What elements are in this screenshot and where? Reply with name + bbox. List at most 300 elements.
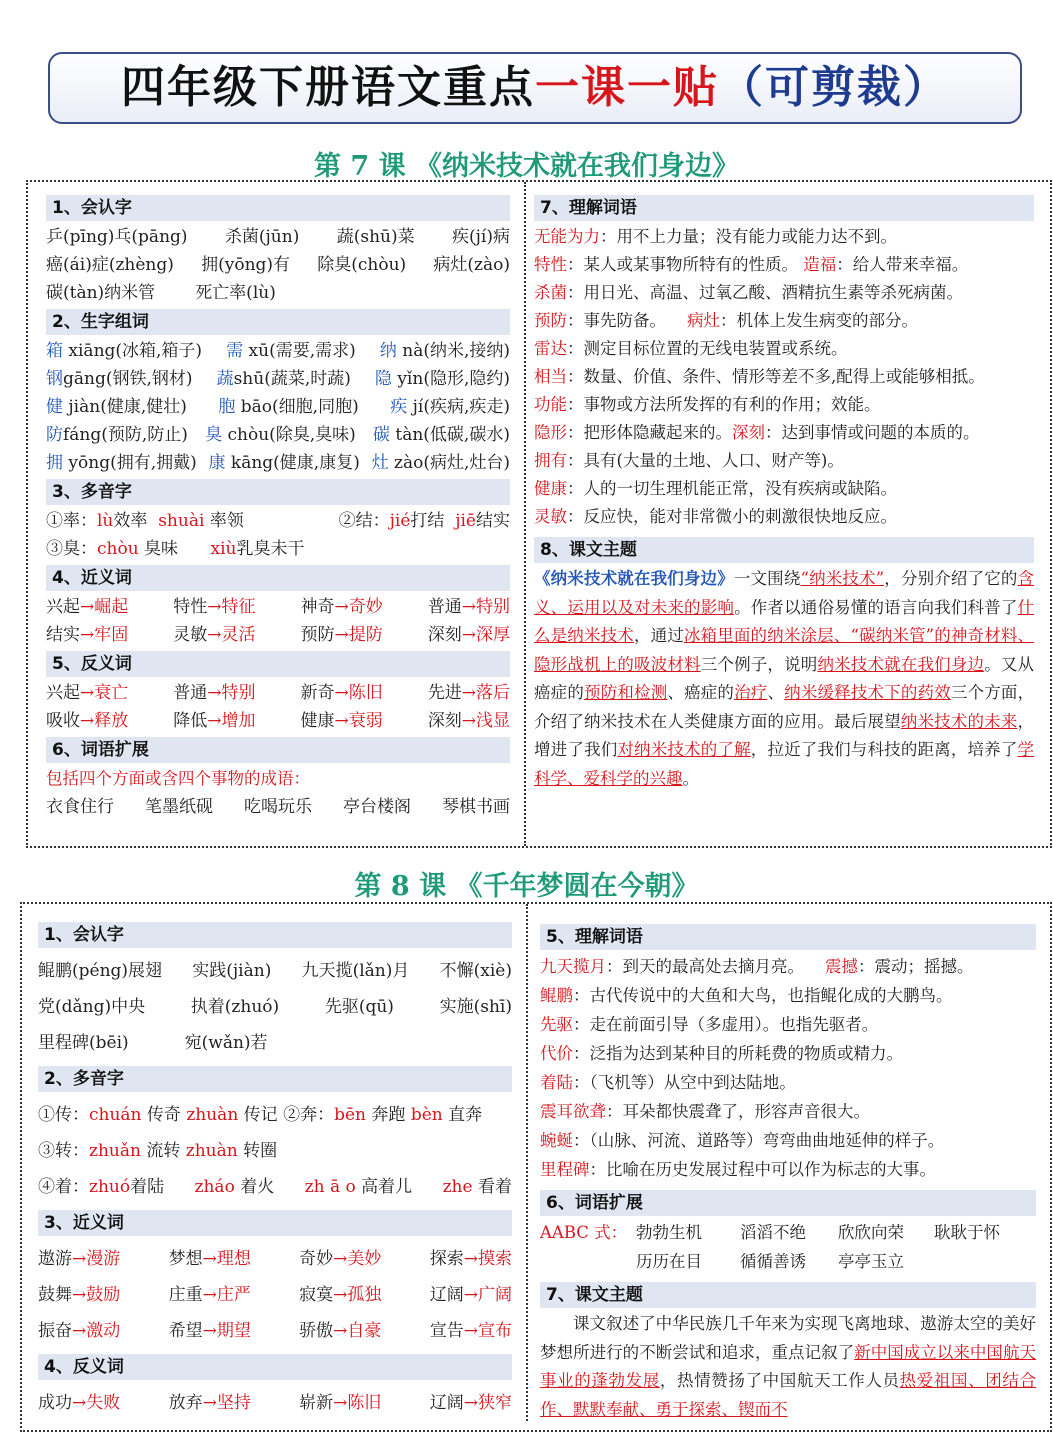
idiom-row (46, 793, 510, 821)
synonym: →自豪 (333, 1321, 382, 1341)
definition: ：（山脉、河流、道路等）弯弯曲曲地延伸的样子。 (573, 1131, 945, 1150)
pinyin: xiù (210, 539, 237, 559)
word: 结实 (46, 625, 80, 645)
theme-paragraph (540, 1310, 1036, 1424)
lesson-8-divider (526, 904, 528, 1421)
synonym-pair (169, 1241, 251, 1277)
synonym-pair (299, 1313, 381, 1349)
title-part-2: 一课一贴 (535, 62, 719, 113)
pinyin: bēn (334, 1105, 366, 1125)
char-item: 实践(jiàn) (192, 961, 272, 981)
key-phrase: 纳米技术就在我们身边 (817, 654, 985, 674)
antonym-pair (428, 679, 510, 707)
antonym: →坚持 (202, 1393, 251, 1413)
word: 吸收 (46, 711, 80, 731)
word: 奇妙 (299, 1249, 334, 1269)
word-group-words: chòu(除臭,臭味) (222, 425, 356, 445)
polyphone-char: ①率： (46, 511, 97, 531)
term: 先驱 (540, 1015, 573, 1034)
section-header: 5、理解词语 (540, 924, 1036, 950)
key-phrase: 治疗 (734, 683, 768, 702)
word-group-words: yǐn(隐形,隐约) (391, 369, 510, 389)
synonym-pair (38, 1241, 120, 1277)
section-header: 7、课文主题 (540, 1282, 1036, 1308)
text-run: ，分别介绍了它的 (884, 569, 1018, 588)
term: 特性 (534, 255, 567, 274)
title-part-1: 四年级下册语文重点 (121, 62, 535, 113)
word: 神奇 (300, 597, 335, 617)
antonym-pair (430, 1385, 512, 1421)
char-item: 实施(shī) (439, 997, 512, 1017)
synonym-pair (173, 593, 255, 621)
definition: ：具有(大量的土地、人口、财产等)。 (567, 451, 844, 470)
synonym-pair (46, 621, 128, 649)
polyphone-item (38, 1169, 164, 1205)
synonym-pair (301, 621, 383, 649)
text-run: ，增进了我们 (534, 711, 1035, 759)
word: 传奇 (141, 1105, 187, 1125)
antonym-pair (38, 1385, 120, 1421)
word-group-words: xiāng(冰箱,箱子) (63, 341, 203, 361)
synonym-pair (430, 1277, 512, 1313)
antonym: →陈旧 (333, 1393, 382, 1413)
word: 奔跑 (366, 1105, 411, 1125)
synonym-pair (301, 593, 383, 621)
text-run: ，拉近了我们与科技的距离，培养了 (750, 740, 1018, 759)
lesson-7-title: 第 7 课 《纳米技术就在我们身边》 (314, 151, 739, 182)
text-run: ，通过 (633, 626, 684, 645)
word-group (46, 337, 202, 365)
term: 无能为力 (534, 227, 600, 246)
word-group (46, 421, 188, 449)
page-title (48, 52, 1022, 124)
polyphone-char: ②结： (338, 511, 390, 531)
section-header: 4、反义词 (38, 1354, 512, 1380)
definition: ：耳朵都快震聋了，形容声音很大。 (606, 1102, 870, 1121)
definition-line (534, 279, 1034, 307)
pinyin: zhuàn (186, 1105, 239, 1125)
word: 灵敏 (173, 625, 208, 645)
section-header: 6、词语扩展 (46, 737, 510, 763)
idiom: 吃喝玩乐 (244, 797, 312, 817)
synonym-pair (299, 1277, 381, 1313)
definition-line (534, 419, 1034, 447)
definition-line (540, 952, 1036, 981)
definition: ：泛指为达到某种目的所耗费的物质或精力。 (573, 1044, 903, 1063)
synonym: →深厚 (461, 625, 510, 645)
lesson-8-left-column (38, 922, 512, 1421)
word: 看着 (472, 1177, 512, 1197)
definition-line (534, 251, 1034, 279)
definition: ：古代传说中的大鱼和大鸟，也指鲲化成的大鹏鸟。 (573, 986, 953, 1005)
idiom: 衣食住行 (46, 797, 114, 817)
word: 骄傲 (299, 1321, 334, 1341)
definition: ：事先防备。 (567, 311, 687, 330)
char-item: 除臭(chòu) (317, 255, 407, 275)
pinyin: zháo (194, 1177, 235, 1197)
char-row (46, 251, 510, 279)
definition: ：测定目标位置的无线电装置或系统。 (567, 339, 848, 358)
key-phrase: 含义、运用以及对未来的影响 (534, 569, 1035, 617)
section-header: 5、反义词 (46, 651, 510, 677)
word-group-row (46, 337, 510, 365)
word: 普通 (427, 597, 462, 617)
word-group-char: 臭 (205, 425, 223, 445)
word: 探索 (429, 1249, 464, 1269)
synonym: →期望 (202, 1321, 251, 1341)
idiom: 循循善诱 (740, 1252, 806, 1271)
definition-line (540, 981, 1036, 1010)
theme-paragraph (534, 565, 1034, 793)
synonym: →特征 (207, 597, 256, 617)
pinyin: chòu (97, 539, 139, 559)
text-run: 课文叙述了中华民族几千年来为实现飞离地球、遨游太空的美好梦想所进行的不断尝试和追求，重点记叙了 (540, 1314, 1036, 1362)
char-item: 九天揽(lǎn)月 (301, 961, 410, 981)
word-group-char: 隐 (374, 369, 392, 389)
synonym: →广阔 (463, 1285, 512, 1305)
word-group-row (46, 449, 510, 477)
section-header: 8、课文主题 (534, 537, 1034, 563)
text-run: 、癌症的 (667, 683, 735, 702)
term: 九天揽月 (540, 957, 606, 976)
key-phrase: “纳米技术” (800, 569, 885, 588)
pinyin: shuài (158, 511, 205, 531)
key-phrase: 预防和检测 (584, 683, 668, 702)
char-item: 执着(zhuó) (190, 997, 280, 1017)
word: 希望 (168, 1321, 203, 1341)
synonym-pair (169, 1313, 251, 1349)
pinyin: zh ā o (304, 1177, 356, 1197)
char-item: 不懈(xiè) (439, 961, 512, 981)
polyphone-char: ④着： (38, 1177, 89, 1197)
polyphone-item (38, 1133, 277, 1169)
synonym-row (38, 1241, 512, 1277)
antonym: →特别 (207, 683, 256, 703)
word: 高着儿 (355, 1177, 413, 1197)
word: 降低 (173, 711, 208, 731)
word: 辽阔 (429, 1285, 464, 1305)
char-item: 癌(ái)症(zhèng) (46, 255, 174, 275)
word: 宣告 (429, 1321, 464, 1341)
polyphone-item (46, 507, 244, 535)
idiom: 勃勃生机 (636, 1223, 702, 1242)
lesson-7-right-column (534, 193, 1034, 793)
word: 崭新 (299, 1393, 334, 1413)
text-title: 《纳米技术就在我们身边》 (534, 569, 734, 588)
synonym-pair (299, 1241, 381, 1277)
word: 振奋 (38, 1321, 72, 1341)
synonym-pair (38, 1277, 120, 1313)
word-group-words: xū(需要,需求) (243, 341, 356, 361)
polyphone-item (46, 535, 304, 563)
pinyin: zhuǎn (89, 1141, 141, 1161)
synonym: →激动 (72, 1321, 121, 1341)
word-group-char: 碳 (372, 425, 390, 445)
polyphone-char: ①传： (38, 1105, 89, 1125)
word: 辽阔 (429, 1393, 464, 1413)
word: 普通 (173, 683, 208, 703)
word: 成功 (38, 1393, 72, 1413)
term: 里程碑 (540, 1160, 590, 1179)
word: 转圈 (237, 1141, 278, 1161)
word-group-char: 防 (46, 425, 63, 445)
word: 先进 (427, 683, 462, 703)
word: 鼓舞 (38, 1285, 72, 1305)
title-part-3: （可剪裁） (719, 62, 949, 113)
definition: ：给人带来幸福。 (836, 255, 969, 274)
polyphone-char: ③转： (38, 1141, 89, 1161)
char-item: 乒(pīng)乓(pāng) (46, 227, 188, 247)
key-phrase: 纳米技术的未来 (900, 711, 1018, 731)
word-group-row (46, 365, 510, 393)
synonym-pair (428, 621, 510, 649)
char-item: 死亡率(lù) (195, 283, 276, 303)
antonym-pair (46, 679, 128, 707)
word-group (390, 393, 510, 421)
antonym-pair (173, 679, 255, 707)
term: 隐形 (534, 423, 567, 442)
idiom: 欣欣向荣 (838, 1223, 904, 1242)
section-header: 6、词语扩展 (540, 1190, 1036, 1216)
definition-line (534, 503, 1034, 531)
word-group-char: 康 (208, 453, 226, 473)
word: 预防 (300, 625, 335, 645)
word-group-char: 拥 (46, 453, 63, 473)
word: 特性 (173, 597, 208, 617)
term: 代价 (540, 1044, 573, 1063)
text-run: 一文围绕 (733, 569, 801, 588)
char-item: 蔬(shū)菜 (336, 227, 415, 247)
synonym: →提防 (334, 625, 383, 645)
pinyin: zhe (442, 1177, 473, 1197)
section-header: 1、会认字 (38, 922, 512, 948)
word: 着陆 (130, 1177, 165, 1197)
idiom: 亭台楼阁 (343, 797, 411, 817)
polyphone-row (38, 1169, 512, 1205)
term: 鲲鹏 (540, 986, 573, 1005)
text-run: ，热情赞扬了中国航天工作人员 (659, 1371, 900, 1390)
definition-line (534, 223, 1034, 251)
word: 庄重 (168, 1285, 203, 1305)
synonym: →理想 (202, 1249, 251, 1269)
antonym: →衰弱 (334, 711, 383, 731)
lesson-7-divider (524, 182, 526, 846)
char-item: 先驱(qū) (324, 997, 394, 1017)
word-group-char: 灶 (371, 453, 389, 473)
antonym: →失败 (72, 1393, 121, 1413)
definition: ：到天的最高处去摘月亮。 (606, 957, 825, 976)
pinyin: chuán (89, 1105, 142, 1125)
word: 新奇 (300, 683, 335, 703)
polyphone-row (38, 1097, 512, 1133)
antonym-row (46, 679, 510, 707)
word: 健康 (300, 711, 335, 731)
word: 直奔 (442, 1105, 483, 1125)
polyphone-row (46, 535, 510, 563)
word: 兴起 (46, 597, 80, 617)
synonym-row (38, 1277, 512, 1313)
word-group-char: 胞 (218, 397, 236, 417)
idiom-row (540, 1218, 1036, 1247)
section-header: 2、生字组词 (46, 309, 510, 335)
antonym-pair (169, 1385, 251, 1421)
word-group-words: fáng(预防,防止) (63, 425, 188, 445)
definition-line (534, 335, 1034, 363)
word: 放弃 (168, 1393, 203, 1413)
word: 臭味 (138, 539, 179, 559)
definition-line (534, 391, 1034, 419)
term: 震耳欲聋 (540, 1102, 606, 1121)
term: 着陆 (540, 1073, 573, 1092)
idiom: 亭亭玉立 (838, 1252, 904, 1271)
definition-line (540, 1039, 1036, 1068)
pinyin: jié (389, 511, 411, 531)
synonym-pair (46, 593, 128, 621)
term: 雷达 (534, 339, 567, 358)
char-row (46, 279, 510, 307)
antonym: →陈旧 (334, 683, 383, 703)
polyphone-item (38, 1097, 482, 1133)
synonym: →牢固 (80, 625, 129, 645)
word-group-words: kāng(健康,康复) (225, 453, 360, 473)
word-group-words: jiàn(健康,健壮) (63, 397, 187, 417)
word-group (226, 337, 356, 365)
synonym: →庄严 (202, 1285, 251, 1305)
definition: ：达到事情或问题的本质的。 (765, 423, 980, 442)
term: 相当 (534, 367, 567, 386)
antonym: →增加 (207, 711, 256, 731)
word-group-char: 蔬 (216, 369, 234, 389)
section-header: 1、会认字 (46, 195, 510, 221)
key-phrase: 学科学、爱科学的兴趣 (534, 740, 1035, 788)
antonym: →落后 (461, 683, 510, 703)
char-item: 病灶(zào) (433, 255, 510, 275)
word: 效率 (113, 511, 148, 531)
section-header: 4、近义词 (46, 565, 510, 591)
word: 传记 (238, 1105, 284, 1125)
key-phrase: 对纳米技术的了解 (617, 740, 751, 759)
key-phrase: 什么是纳米技术 (534, 597, 1035, 645)
word-group-words: jí(疾病,疾走) (407, 397, 510, 417)
lesson-8-right-column (540, 924, 1036, 1424)
synonym-pair (169, 1277, 251, 1313)
definition-line (540, 1068, 1036, 1097)
polyphone-row (38, 1133, 512, 1169)
idiom: 笔墨纸砚 (145, 797, 213, 817)
word-group-row (46, 421, 510, 449)
word-group-words: yōng(拥有,拥戴) (63, 453, 197, 473)
word-group (218, 393, 358, 421)
antonym: →浅显 (461, 711, 510, 731)
word: 梦想 (168, 1249, 203, 1269)
antonym-pair (301, 679, 383, 707)
key-phrase: 热爱祖国、团结合作、默默奉献、勇于探索、锲而不 (540, 1371, 1036, 1419)
word-group-char: 疾 (390, 397, 408, 417)
term: 病灶 (686, 311, 720, 330)
key-phrase: 新中国成立以来中国航天事业的蓬勃发展 (540, 1342, 1037, 1390)
word-group-words: nà(纳米,接纳) (396, 341, 510, 361)
polyphone-row (46, 507, 510, 535)
char-item: 党(dǎng)中央 (38, 997, 146, 1017)
synonym: →宣布 (463, 1321, 512, 1341)
definition: ：反应快，能对非常微小的刺激很快地反应。 (567, 507, 897, 526)
lesson-8-title: 第 8 课 《千年梦圆在今朝》 (354, 871, 699, 902)
definition-line (540, 1097, 1036, 1126)
char-row (46, 223, 510, 251)
antonym: →衰亡 (80, 683, 129, 703)
pinyin: bèn (410, 1105, 443, 1125)
word-group-words: bāo(细胞,同胞) (235, 397, 359, 417)
definition: ：用日光、高温、过氧乙酸、酒精抗生素等杀死病菌。 (567, 283, 963, 302)
text-run: 三个方面，介绍了纳米技术在人类健康方面的应用。最后展望 (534, 683, 1035, 731)
definition: ：用不上力量；没有能力或能力达不到。 (600, 227, 897, 246)
word-group (217, 365, 351, 393)
definition: ：震动；摇撼。 (857, 957, 974, 976)
definition: ：把形体隐藏起来的。 (567, 423, 732, 442)
antonym-pair (46, 707, 128, 735)
char-row (38, 953, 512, 989)
synonym: →美妙 (333, 1249, 382, 1269)
section-header: 2、多音字 (38, 1066, 512, 1092)
definition-line (534, 475, 1034, 503)
word: 打结 (410, 511, 445, 531)
antonym-pair (428, 707, 510, 735)
polyphone-item (443, 1169, 512, 1205)
word: 兴起 (46, 683, 80, 703)
antonym-pair (173, 707, 255, 735)
polyphone-item (305, 1169, 413, 1205)
term: 深刻 (732, 423, 765, 442)
word: 遨游 (38, 1249, 72, 1269)
synonym: →摸索 (463, 1249, 512, 1269)
term: 灵敏 (534, 507, 567, 526)
definition-line (540, 1155, 1036, 1184)
word-group (205, 421, 356, 449)
synonym: →鼓励 (72, 1285, 121, 1305)
antonym-row (46, 707, 510, 735)
synonym-pair (430, 1313, 512, 1349)
synonym: →奇妙 (334, 597, 383, 617)
word-group-char: 钢 (46, 369, 63, 389)
text-run: 。作者以通俗易懂的语言向我们科普了 (734, 597, 1018, 617)
word-group-words: gāng(钢铁,钢材) (63, 369, 193, 389)
key-phrase: 纳米缓释技术下的药效 (784, 683, 951, 702)
char-item: 疾(jí)病 (451, 227, 510, 247)
term: 震撼 (824, 957, 858, 976)
text-run: 三个例子，说明 (700, 654, 818, 674)
term: 蜿蜒 (540, 1131, 573, 1150)
word: 寂寞 (299, 1285, 334, 1305)
key-phrase: 冰箱里面的纳米涂层、“碳纳米管”的神奇材料、隐形战机上的吸波材料 (534, 626, 1035, 674)
word: 深刻 (427, 625, 462, 645)
word-group (46, 449, 197, 477)
pinyin: zhuó (89, 1177, 131, 1197)
definition: ：（飞机等）从空中到达陆地。 (573, 1073, 796, 1092)
word: 深刻 (427, 711, 462, 731)
term: 杀菌 (534, 283, 567, 302)
definition: ：某人或某事物所特有的性质。 (567, 255, 804, 274)
char-item: 里程碑(bēi) (38, 1033, 129, 1053)
synonym-pair (38, 1313, 120, 1349)
text-run: 。 (682, 768, 699, 788)
definition-line (540, 1010, 1036, 1039)
synonym-row (46, 621, 510, 649)
polyphone-item (339, 507, 510, 535)
word: 率领 (204, 511, 244, 531)
word-group-char: 需 (226, 341, 244, 361)
antonym: →狭窄 (463, 1393, 512, 1413)
synonym: →孤独 (333, 1285, 382, 1305)
